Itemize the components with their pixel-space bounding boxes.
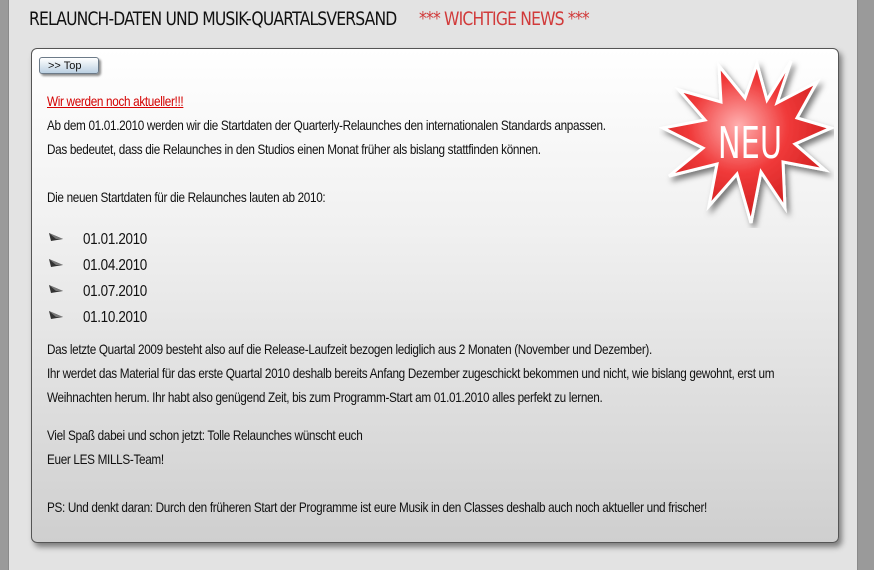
- paragraph-text: Viel Spaß dabei und schon jetzt: Tolle Relaunches wünscht euch: [47, 427, 363, 443]
- postscript-text: PS: Und denkt daran: Durch den früheren Start der Programme ist eure Musik in den Classes deshalb auch noch aktueller und frischer!: [47, 499, 707, 515]
- list-item: [47, 305, 827, 331]
- list-item: [47, 227, 827, 253]
- arrow-bullet-icon: [47, 256, 83, 276]
- start-dates-list: [47, 227, 827, 331]
- date-value: 01.01.2010: [83, 231, 147, 248]
- paragraph-text: Das letzte Quartal 2009 besteht also auf die Release-Laufzeit bezogen lediglich aus 2 Monaten (November und Dezember).: [47, 341, 652, 357]
- arrow-bullet-icon: [47, 230, 83, 250]
- paragraph-text: Weihnachten herum. Ihr habt also genügend Zeit, bis zum Programm-Start am 01.01.2010 alles perfekt zu lernen.: [47, 389, 603, 405]
- paragraph-text: Das bedeutet, dass die Relaunches in den Studios einen Monat früher als bislang stattfinden können.: [47, 141, 541, 157]
- important-news-label: *** WICHTIGE NEWS ***: [419, 8, 589, 30]
- paragraph-text: Die neuen Startdaten für die Relaunches lauten ab 2010:: [47, 189, 326, 205]
- section-header: [29, 8, 626, 42]
- badge-text: NEU: [717, 117, 783, 169]
- arrow-bullet-icon: [47, 282, 83, 302]
- new-badge-icon: [659, 58, 834, 228]
- page-title: RELAUNCH-DATEN UND MUSIK-QUARTALSVERSAND: [29, 8, 397, 30]
- news-headline: Wir werden noch aktueller!!!: [47, 93, 184, 109]
- date-value: 01.10.2010: [83, 309, 147, 326]
- list-item: [47, 253, 827, 279]
- arrow-bullet-icon: [47, 308, 83, 328]
- date-value: 01.07.2010: [83, 283, 147, 300]
- paragraph-text: Ihr werdet das Material für das erste Quartal 2010 deshalb bereits Anfang Dezember zugeschickt bekommen und nicht, wie bislang gewohnt, erst um: [47, 365, 775, 381]
- signature-text: Euer LES MILLS-Team!: [47, 451, 164, 467]
- date-value: 01.04.2010: [83, 257, 147, 274]
- paragraph-text: Ab dem 01.01.2010 werden wir die Startdaten der Quarterly-Relaunches den internationalen Standards anpassen.: [47, 117, 606, 133]
- list-item: [47, 279, 827, 305]
- page-container: [8, 0, 858, 570]
- top-button[interactable]: >> Top: [39, 57, 99, 74]
